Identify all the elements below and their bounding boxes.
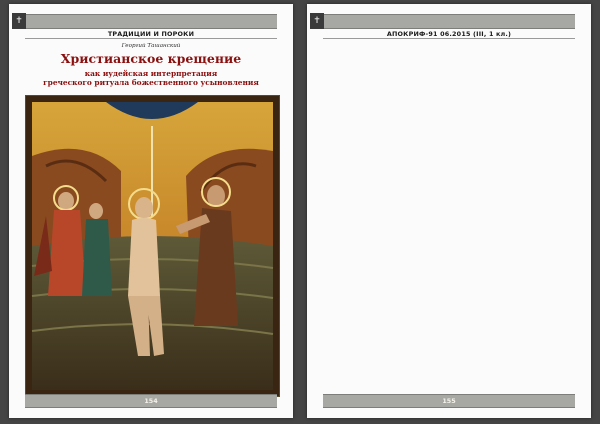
article-subhead-line-2: греческого ритуала божественного усыновления xyxy=(43,78,259,87)
right-header-bar xyxy=(313,14,575,29)
article-subhead xyxy=(25,69,277,87)
article-author: Георгий Ташанский xyxy=(121,43,181,49)
right-section-rule xyxy=(323,38,575,39)
left-footer-bar xyxy=(25,394,277,408)
icon-christ-head xyxy=(135,197,153,219)
article-headline: Христианское крещение xyxy=(60,51,242,66)
icon-angel-robe xyxy=(82,219,112,296)
article-body-text xyxy=(323,44,575,386)
cross-logo-icon: ✝ xyxy=(310,13,324,29)
icon-angel-head xyxy=(89,203,103,219)
icon-angel-robe xyxy=(48,210,86,296)
right-page xyxy=(307,4,591,418)
left-page-number: 154 xyxy=(144,397,158,405)
cross-logo-icon: ✝ xyxy=(12,13,26,29)
icon-angel-head xyxy=(58,192,74,210)
right-footer-bar xyxy=(323,394,575,408)
left-header-bar xyxy=(15,14,277,29)
left-page xyxy=(9,4,293,418)
article-subhead-line-1: как иудейская интерпретация xyxy=(84,69,218,78)
right-page-number: 155 xyxy=(442,397,456,405)
left-section-rule xyxy=(25,38,277,39)
right-section-label: АПОКРИФ-91 06.2015 (III, 1 кл.) xyxy=(386,30,512,38)
baptism-icon-image xyxy=(25,95,280,397)
icon-christ-body xyxy=(128,218,160,296)
left-section-label: ТРАДИЦИИ И ПОРОКИ xyxy=(107,30,195,38)
